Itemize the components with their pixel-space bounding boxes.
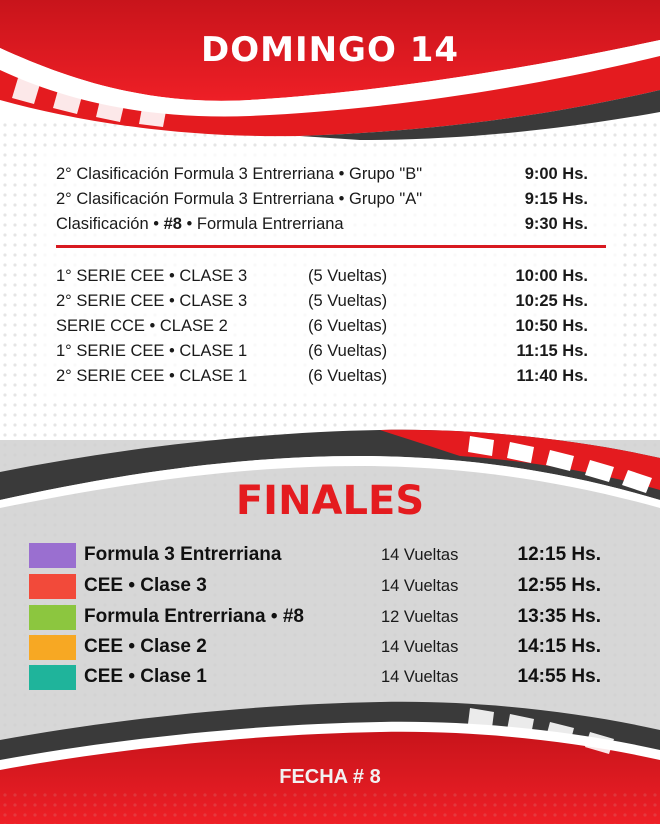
series-laps: (6 Vueltas)	[308, 342, 388, 360]
series-row	[56, 314, 590, 339]
final-time: 13:35 Hs.	[517, 606, 601, 627]
event-date-label: FECHA # 8	[279, 766, 381, 788]
series-name: 2° SERIE CEE • CLASE 1	[56, 367, 248, 385]
series-time: 11:40 Hs.	[516, 367, 588, 385]
final-time: 12:15 Hs.	[517, 544, 601, 565]
qualifying-label: 2° Clasificación Formula 3 Entrerriana • Grupo "A"	[56, 190, 423, 208]
section-divider	[56, 245, 606, 248]
category-color-swatch	[29, 605, 76, 630]
final-category: Formula 3 Entrerriana	[84, 544, 282, 565]
series-time: 10:50 Hs.	[515, 317, 588, 335]
final-laps: 14 Vueltas	[381, 577, 459, 595]
qualifying-time: 9:00 Hs.	[524, 165, 588, 183]
series-laps: (6 Vueltas)	[308, 367, 388, 385]
series-laps: (5 Vueltas)	[308, 292, 388, 310]
qualifying-label-post: • Formula Entrerriana	[181, 215, 344, 233]
series-time: 10:00 Hs.	[515, 267, 588, 285]
qualifying-label-pre: Clasificación •	[56, 215, 164, 233]
final-time: 14:15 Hs.	[517, 636, 601, 657]
series-row	[56, 339, 590, 364]
series-row	[56, 289, 590, 314]
final-time: 14:55 Hs.	[517, 666, 601, 687]
category-color-swatch	[29, 665, 76, 690]
final-laps: 12 Vueltas	[381, 608, 459, 626]
series-laps: (5 Vueltas)	[308, 267, 388, 285]
final-category: CEE • Clase 2	[84, 636, 207, 657]
series-name: SERIE CCE • CLASE 2	[56, 317, 228, 335]
series-row	[56, 364, 590, 389]
day-title: DOMINGO 14	[200, 30, 460, 70]
finals-title: FINALES	[235, 478, 425, 524]
category-color-swatch	[29, 574, 76, 599]
series-name: 1° SERIE CEE • CLASE 3	[56, 267, 248, 285]
final-row	[29, 573, 609, 599]
final-row	[29, 542, 609, 568]
series-time: 11:15 Hs.	[516, 342, 588, 360]
final-category: CEE • Clase 3	[84, 575, 207, 596]
qualifying-label: 2° Clasificación Formula 3 Entrerriana • Grupo "B"	[56, 165, 423, 183]
series-laps: (6 Vueltas)	[308, 317, 388, 335]
final-category: CEE • Clase 1	[84, 666, 207, 687]
qualifying-row	[56, 187, 590, 212]
qualifying-label-number: #8	[163, 215, 182, 233]
category-color-swatch	[29, 635, 76, 660]
qualifying-time: 9:30 Hs.	[524, 215, 588, 233]
category-color-swatch	[29, 543, 76, 568]
qualifying-row	[56, 162, 590, 187]
final-category: Formula Entrerriana • #8	[84, 606, 304, 627]
final-laps: 14 Vueltas	[381, 546, 459, 564]
final-row	[29, 604, 609, 630]
series-row	[56, 264, 590, 289]
final-row	[29, 664, 609, 690]
final-row	[29, 634, 609, 660]
qualifying-row	[56, 212, 590, 237]
final-laps: 14 Vueltas	[381, 638, 459, 656]
final-laps: 14 Vueltas	[381, 668, 459, 686]
series-time: 10:25 Hs.	[515, 292, 588, 310]
qualifying-time: 9:15 Hs.	[524, 190, 588, 208]
final-time: 12:55 Hs.	[517, 575, 601, 596]
series-name: 1° SERIE CEE • CLASE 1	[56, 342, 248, 360]
series-name: 2° SERIE CEE • CLASE 3	[56, 292, 248, 310]
